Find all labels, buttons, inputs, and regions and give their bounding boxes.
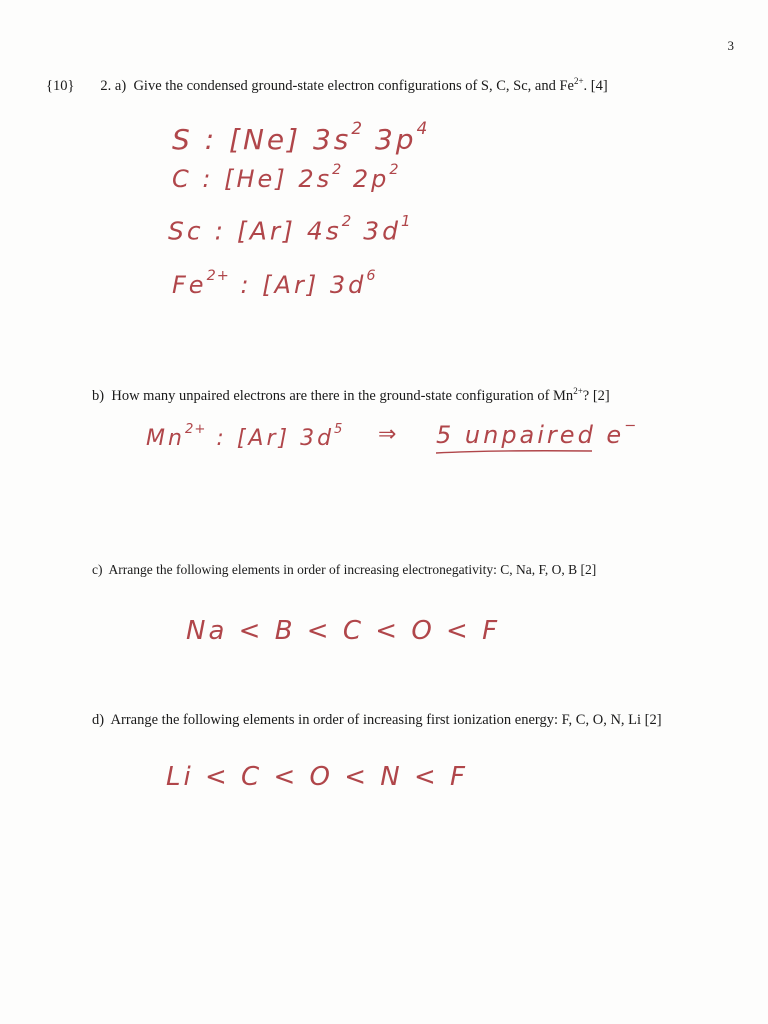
question-2a-text <box>46 76 608 95</box>
part-c-label: c) <box>92 562 103 577</box>
question-marks: {10} <box>46 77 75 94</box>
part-b-sup: 2+ <box>573 386 583 396</box>
part-d-label: d) <box>92 712 105 728</box>
part-a-prompt: Give the condensed ground-state electron configurations of S, C, Sc, and Fe <box>133 77 574 94</box>
answer-fe-config: $Fe^{2+}$ : [Ar] $3d^6$ <box>172 268 377 299</box>
arrow-implies: ⇒ <box>378 422 400 447</box>
part-d-prompt: Arrange the following elements in order of increasing first ionization energy: F, C, O, N, Li [2] <box>110 712 662 728</box>
answer-electronegativity-order: Na < B < C < O < F <box>186 616 501 646</box>
answer-mn-config: $Mn^{2+}$ : [Ar] $3d^5$ <box>146 422 344 451</box>
answer-ionization-order: Li < C < O < N < F <box>166 762 468 792</box>
page-number: 3 <box>727 38 734 53</box>
part-b-tail: ? [2] <box>582 387 610 404</box>
part-b-prompt: How many unpaired electrons are there in the ground-state configuration of Mn <box>111 387 574 404</box>
part-a-tail: . [4] <box>583 77 608 94</box>
answer-unpaired-electrons: 5 unpaired e− <box>436 418 638 449</box>
question-2c-text <box>92 562 596 578</box>
answer-s-config: S : [Ne] $3s^2$ $3p^4$ <box>172 118 429 157</box>
part-a-sup: 2+ <box>573 76 584 86</box>
part-c-prompt: Arrange the following elements in order of increasing electronegativity: C, Na, F, O, B [2] <box>108 562 597 577</box>
answer-c-config: C : [He] $2s^2$ $2p^2$ <box>172 162 400 193</box>
question-number: 2. a) <box>100 77 127 94</box>
answer-underline <box>434 448 594 456</box>
question-2d-text <box>92 712 662 729</box>
part-b-label: b) <box>92 387 105 404</box>
question-2b-text <box>92 386 610 405</box>
answer-sc-config: Sc : [Ar] $4s^2$ $3d^1$ <box>168 212 412 246</box>
